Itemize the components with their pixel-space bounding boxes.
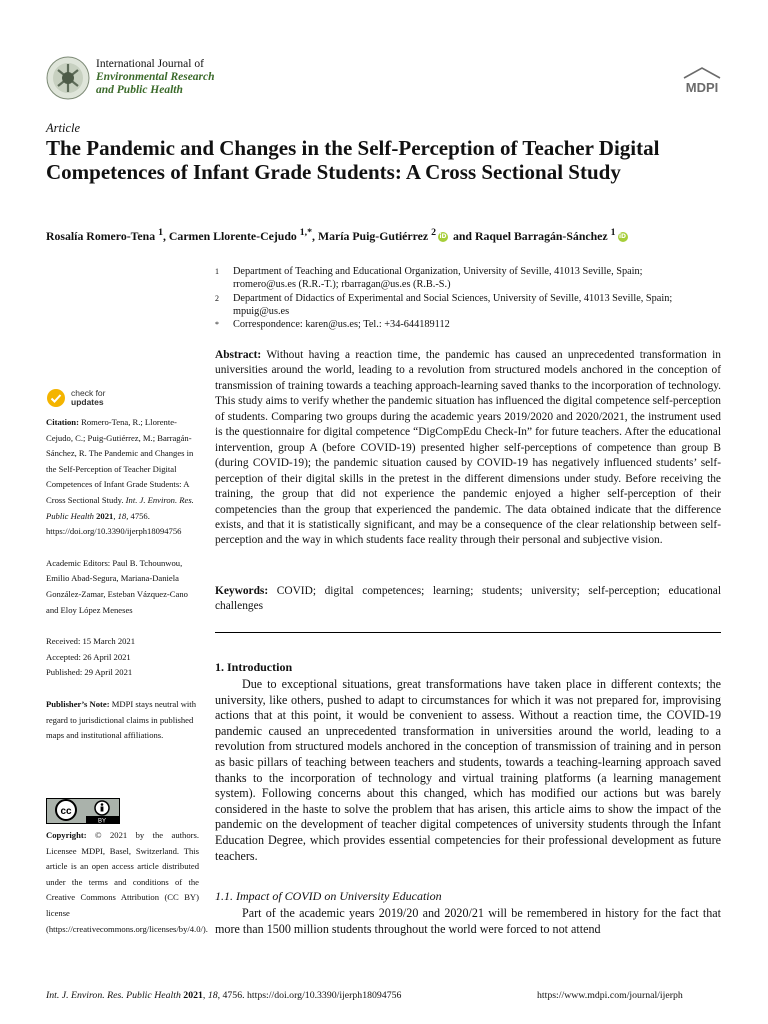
sidebar [46, 415, 199, 744]
orcid-icon[interactable]: iD [619, 233, 627, 241]
affiliation-item [215, 318, 715, 331]
affiliation-mark: * [215, 320, 219, 330]
intro-paragraph: Due to exceptional situations, great transformations have taken place in different contexts; the university, like others, pushed to adapt to circumstances for which it was not prepared for, improvising actions that at this point, it would be convenient to assess. Without a reaction time, the COVID-19 pandemic caused an unprecedented transformation in universities around the world, leading to a revolution from structured models anchored in the conception of transmission of training and in person as basic pillars of teaching between teachers and students, towards a teaching-learning approach saved thanks to the incorporation of technology and virtual training platforms (a learning management system). Following concerns about this changed, which has modified our actions but was barely considered in the haste to solve the problem that has arisen, this article aims to show the impact of the pandemic on the development of teacher digital competences of university students through the Infant Education Degree, which provides essential competencies for their professional development as future teachers. [215, 677, 721, 863]
footer-citation [46, 990, 401, 1001]
copyright-label: Copyright: [46, 830, 87, 840]
author-separator: , [312, 228, 318, 243]
journal-name-line3: and Public Health [96, 84, 183, 96]
affiliation-mark: 1 [215, 267, 219, 276]
abstract-text: Without having a reaction time, the pandemic has caused an unprecedented transformation in universities around the world, leading to a revolution from structured models anchored in the conception of transmission of training towards a teaching approach-learning saved thanks to the incorporation of technology. This study aims to verify whether the pandemic situation has influenced the digital competence self-perception of students. Comparing two groups during the academic years 2019/2020 and 2020/2021, the instrument used is the questionnaire for digital competence “DigCompEdu Check-In” for future teachers. After the educational intervention, group A (before COVID-19) presented higher self-perceptions of competence than group B (during COVID-19); the pandemic situation caused by COVID-19 has negatively influenced students’ self-perception of their digital skills in the pretest in the different dimensions under study. Before receiving the training, the group that did not experience the pandemic enjoyed a higher self-perception of their competencies than the group that experienced the pandemic. The data obtained indicate that the difference exists, and that it is statistically significant, and may be a consequence of the clear relationship between self-perception and the way in which students face reality through their personal and subjective vision. [215, 349, 721, 547]
author-sup: 2 [431, 227, 437, 238]
published-date: Published: 29 April 2021 [46, 667, 133, 678]
academic-editors: Academic Editors: Paul B. Tchounwou, Emilio Abad-Segura, Mariana-Daniela González-Zamar, Esteban Vázquez-Cano and Eloy López Meneses [46, 557, 188, 615]
citation-label: Citation: [46, 417, 79, 427]
citation-volume: 18 [117, 510, 127, 521]
publisher-note [46, 697, 199, 744]
subsection-paragraph: Part of the academic years 2019/20 and 2020/21 will be remembered in history for the fact that more than 1500 million students throughout the world were forced to not attend [215, 906, 721, 936]
mdpi-logo-text: MDPI [685, 80, 719, 95]
mdpi-logo-icon [680, 66, 724, 96]
footer-doi[interactable]: , 4756. https://doi.org/10.3390/ijerph18094756 [217, 990, 402, 1001]
copyright [46, 828, 208, 937]
check-updates-line2: updates [71, 397, 104, 407]
keywords [215, 584, 721, 615]
affiliation-line: rromero@us.es (R.R.-T.); rbarragan@us.es (R.B.-S.) [233, 279, 451, 291]
article-type: Article [46, 121, 81, 135]
publisher-note-label: Publisher’s Note: [46, 698, 110, 709]
abstract [215, 348, 721, 549]
affiliation-line: Department of Teaching and Educational Organization, University of Seville, 41013 Seville, Spain; [233, 266, 643, 277]
cc-by-text: BY [97, 818, 107, 824]
journal-logo-icon [46, 56, 90, 100]
copyright-text: © 2021 by the authors. Licensee MDPI, Basel, Switzerland. This article is an open access article distributed under the terms and conditions of the Creative Commons Attribution (CC BY) license (https://creativecommons.org/licenses/by/4.0/). [46, 830, 208, 934]
article-title: The Pandemic and Changes in the Self-Perception of Teacher Digital Competences of Infant Grade Students: A Cross Sectional Study [46, 136, 660, 184]
check-updates-icon [46, 388, 66, 408]
author-name: Rosalía Romero-Tena [46, 228, 156, 243]
citation-journal: Int. J. Environ. Res. Public Health [46, 494, 194, 521]
keywords-label: Keywords: [215, 585, 269, 597]
check-updates-line1: check for [71, 388, 106, 398]
publisher-note-text: MDPI stays neutral with regard to jurisdictional claims in published maps and institutional affiliations. [46, 698, 196, 741]
citation-doi[interactable]: , 4756. https://doi.org/10.3390/ijerph18094756 [46, 510, 182, 537]
keywords-text: COVID; digital competences; learning; students; university; self-perception; educational challenges [215, 585, 721, 613]
author-sup: 1,* [299, 227, 313, 238]
author-separator: and [450, 228, 475, 243]
affiliations [215, 265, 715, 331]
check-for-updates-button[interactable] [46, 386, 136, 410]
journal-name [96, 58, 215, 97]
affiliation-line: Correspondence: karen@us.es; Tel.: +34-644189112 [233, 319, 450, 331]
affiliation-line: Department of Didactics of Experimental and Social Sciences, University of Seville, 41013 Seville, Spain; [233, 292, 673, 304]
footer-year: 2021 [180, 990, 203, 1001]
citation-year: 2021 [93, 510, 114, 521]
affiliation-mark: 2 [215, 293, 219, 303]
cc-by-icon [46, 798, 120, 824]
affiliation-line: mpuig@us.es [233, 305, 290, 317]
svg-text:cc: cc [60, 806, 72, 817]
cc-by-badge[interactable] [46, 798, 120, 824]
author-name: Raquel Barragán-Sánchez [474, 228, 608, 243]
mdpi-logo [680, 66, 724, 96]
received-date: Received: 15 March 2021 [46, 636, 136, 647]
footer-volume: 18 [207, 990, 218, 1001]
author-list [46, 227, 736, 244]
citation-text: Romero-Tena, R.; Llorente-Cejudo, C.; Puig-Gutiérrez, M.; Barragán-Sánchez, R. The Pandemic and Changes in the Self-Perception of Teacher Digital Competences of Infant Grade Students: A Cross Sectional Study. [46, 417, 194, 505]
author-separator: , [163, 228, 169, 243]
orcid-icon[interactable]: iD [439, 233, 447, 241]
citation-sep: , [113, 510, 118, 521]
journal-name-line1: International Journal of [96, 58, 204, 70]
footer-journal: Int. J. Environ. Res. Public Health [46, 990, 181, 1001]
affiliation-item [215, 292, 715, 319]
accepted-date: Accepted: 26 April 2021 [46, 651, 131, 662]
author-name: Carmen Llorente-Cejudo [168, 228, 297, 243]
citation [46, 415, 199, 540]
author-sup: 1 [158, 227, 163, 238]
footer-sep: , [202, 990, 208, 1001]
author-sup: 1 [610, 227, 616, 238]
footer-journal-url[interactable]: https://www.mdpi.com/journal/ijerph [537, 990, 683, 1001]
affiliation-item [215, 265, 715, 292]
section-heading: 1. Introduction [215, 660, 293, 674]
author-name: María Puig-Gutiérrez [317, 228, 429, 243]
journal-name-line2: Environmental Research [96, 71, 215, 83]
divider [215, 632, 721, 633]
subsection-heading: 1.1. Impact of COVID on University Education [215, 889, 442, 903]
abstract-label: Abstract: [215, 349, 262, 361]
